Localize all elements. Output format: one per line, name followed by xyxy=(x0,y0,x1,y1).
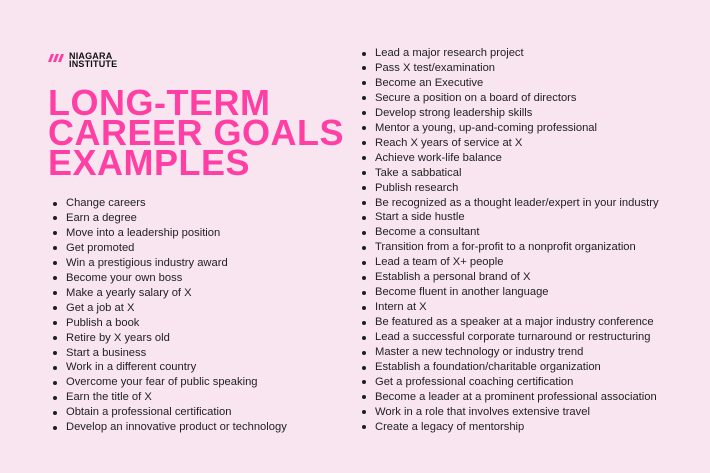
goal-list-item: Obtain a professional certification xyxy=(52,405,287,420)
logo-line-1: NIAGARA xyxy=(69,51,113,61)
goal-list-item: Secure a position on a board of directors xyxy=(361,91,659,106)
goal-list-item: Create a legacy of mentorship xyxy=(361,420,659,435)
goal-list-item: Lead a successful corporate turnaround or restructuring xyxy=(361,330,659,345)
goal-list-item: Develop an innovative product or technology xyxy=(52,420,287,435)
logo-wordmark xyxy=(69,52,117,68)
goal-list-item: Get promoted xyxy=(52,241,287,256)
goal-list-item: Lead a major research project xyxy=(361,46,659,61)
goal-list-item: Mentor a young, up-and-coming professional xyxy=(361,121,659,136)
goal-list-item: Change careers xyxy=(52,196,287,211)
niagara-institute-logo xyxy=(48,52,117,72)
goal-list-item: Earn a degree xyxy=(52,211,287,226)
page-title xyxy=(48,82,345,183)
goal-list-item: Become fluent in another language xyxy=(361,285,659,300)
goal-list-item: Transition from a for-profit to a nonprofit organization xyxy=(361,240,659,255)
logo-line-2: INSTITUTE xyxy=(69,59,118,69)
right-goals-list xyxy=(361,46,659,435)
goal-list-item: Move into a leadership position xyxy=(52,226,287,241)
goal-list-item: Make a yearly salary of X xyxy=(52,286,287,301)
goal-list-item: Achieve work-life balance xyxy=(361,151,659,166)
goal-list-item: Become an Executive xyxy=(361,76,659,91)
goal-list-item: Win a prestigious industry award xyxy=(52,256,287,271)
goal-list-item: Lead a team of X+ people xyxy=(361,255,659,270)
slash-stripes-icon xyxy=(48,54,64,62)
goal-list-item: Establish a personal brand of X xyxy=(361,270,659,285)
title-line-3: EXAMPLES xyxy=(48,142,251,183)
goal-list-item: Be recognized as a thought leader/expert in your industry xyxy=(361,196,659,211)
goal-list-item: Get a job at X xyxy=(52,301,287,316)
goal-list-item: Publish a book xyxy=(52,316,287,331)
goal-list-item: Overcome your fear of public speaking xyxy=(52,375,287,390)
goal-list-item: Reach X years of service at X xyxy=(361,136,659,151)
goal-list-item: Retire by X years old xyxy=(52,331,287,346)
goal-list-item: Master a new technology or industry trend xyxy=(361,345,659,360)
goal-list-item: Work in a different country xyxy=(52,360,287,375)
title-line-1: LONG-TERM xyxy=(48,82,271,123)
goal-list-item: Publish research xyxy=(361,181,659,196)
title-line-2: CAREER GOALS xyxy=(48,112,345,153)
goal-list-item: Be featured as a speaker at a major industry conference xyxy=(361,315,659,330)
goal-list-item: Establish a foundation/charitable organization xyxy=(361,360,659,375)
goal-list-item: Develop strong leadership skills xyxy=(361,106,659,121)
goal-list-item: Become your own boss xyxy=(52,271,287,286)
goal-list-item: Take a sabbatical xyxy=(361,166,659,181)
goal-list-item: Earn the title of X xyxy=(52,390,287,405)
goal-list-item: Become a leader at a prominent professional association xyxy=(361,390,659,405)
goal-list-item: Become a consultant xyxy=(361,225,659,240)
goal-list-item: Pass X test/examination xyxy=(361,61,659,76)
goal-list-item: Get a professional coaching certification xyxy=(361,375,659,390)
goal-list-item: Intern at X xyxy=(361,300,659,315)
goal-list-item: Start a side hustle xyxy=(361,210,659,225)
goal-list-item: Work in a role that involves extensive travel xyxy=(361,405,659,420)
goal-list-item: Start a business xyxy=(52,346,287,361)
left-goals-list xyxy=(52,196,287,435)
